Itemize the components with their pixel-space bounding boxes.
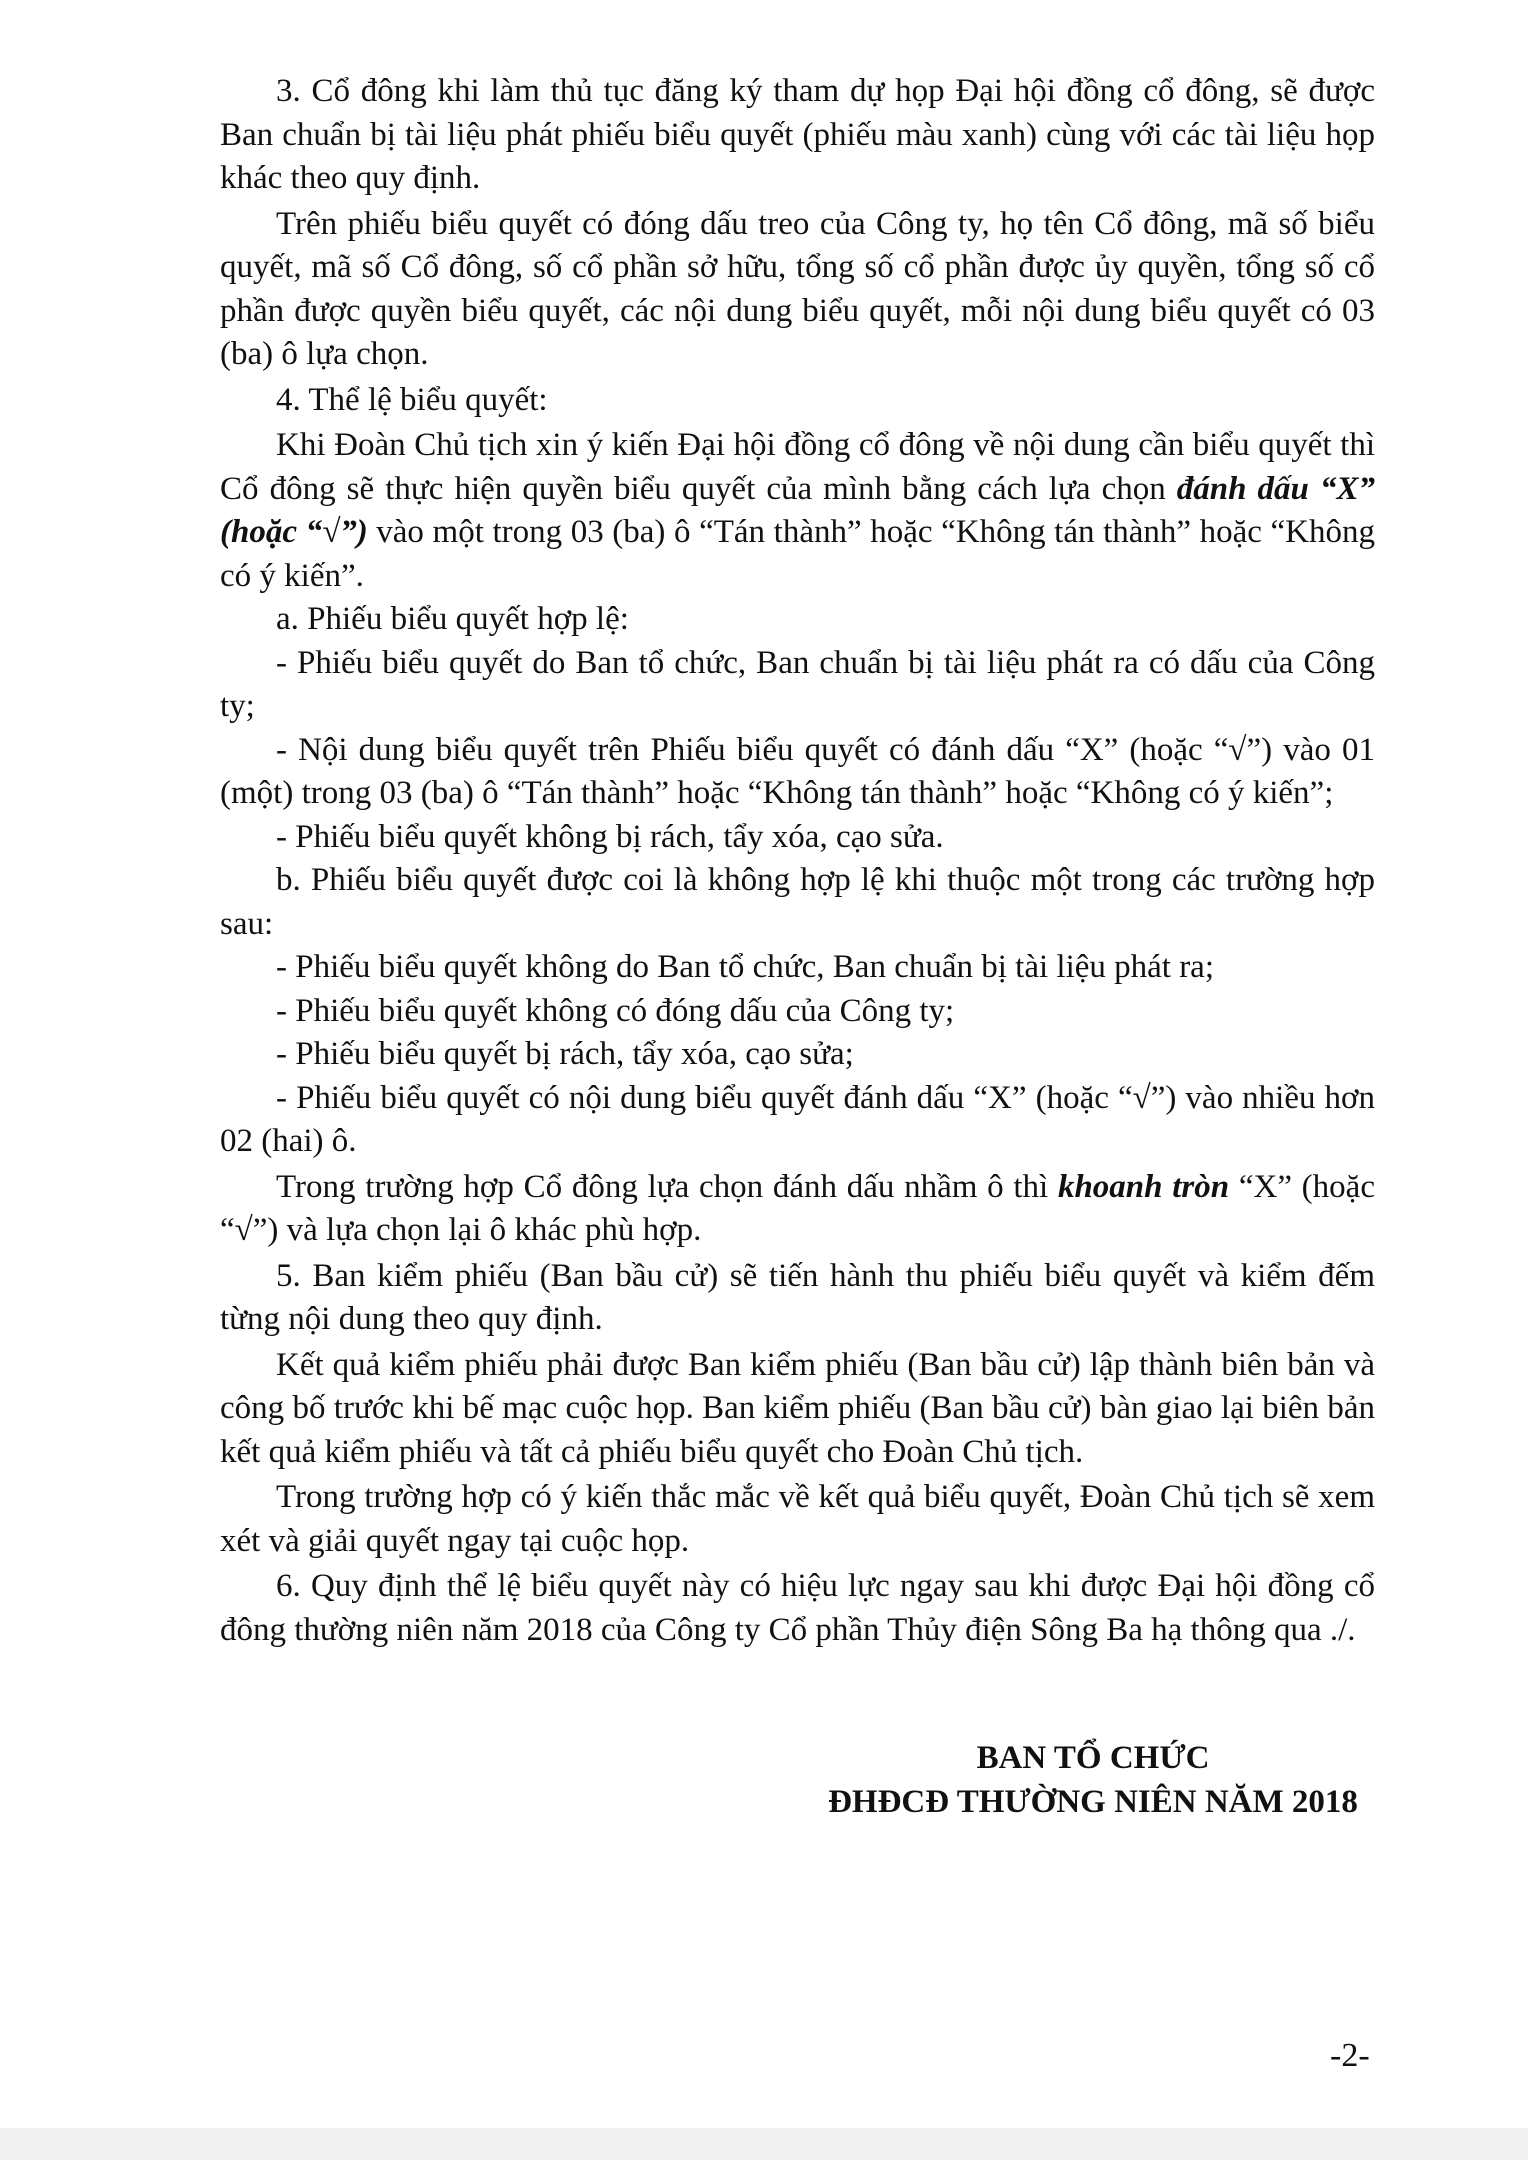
paragraph-valid-ballot-rule-3: - Phiếu biểu quyết không bị rách, tẩy xóa, cạo sửa. (276, 818, 944, 855)
paragraph-ballot-contents: Trên phiếu biểu quyết có đóng dấu treo của Công ty, họ tên Cổ đông, mã số biểu quyết, mã số Cổ đông, số cổ phần sở hữu, tổng số cổ phần được ủy quyền, tổng số cổ phần được quyền biểu quyết, các nội dung biểu quyết, mỗi nội dung biểu quyết có 03 (ba) ô lựa chọn. (220, 205, 1375, 372)
paragraph-correction-rule (220, 1166, 1375, 1253)
paragraph-invalid-ballot-rule-3: - Phiếu biểu quyết bị rách, tẩy xóa, cạo sửa; (276, 1036, 854, 1072)
paragraph-item-3: 3. Cổ đông khi làm thủ tục đăng ký tham dự họp Đại hội đồng cổ đông, sẽ được Ban chuẩn bị tài liệu phát phiếu biểu quyết (phiếu màu xanh) cùng với các tài liệu họp khác theo quy định. (220, 73, 1375, 196)
voting-method-text-end: vào một trong 03 (ba) ô “Tán thành” hoặc “Không tán thành” hoặc “Không có ý kiến”. (220, 514, 1375, 594)
circle-instruction-emphasis: khoanh tròn (1057, 1168, 1230, 1205)
mark-instruction-emphasis: đánh dấu “X” (hoặc “√”) (220, 470, 1375, 550)
paragraph-item-4-heading: 4. Thể lệ biểu quyết: (276, 381, 548, 418)
paragraph-valid-ballot-heading: a. Phiếu biểu quyết hợp lệ: (276, 601, 629, 637)
paragraph-item-6: 6. Quy định thể lệ biểu quyết này có hiệu lực ngay sau khi được Đại hội đồng cổ đông thường niên năm 2018 của Công ty Cổ phần Thủy điện Sông Ba hạ thông qua ./. (220, 1568, 1375, 1648)
paragraph-valid-ballot-rule-2: - Nội dung biểu quyết trên Phiếu biểu quyết có đánh dấu “X” (hoặc “√”) vào 01 (một) trong 03 (ba) ô “Tán thành” hoặc “Không tán thành” hoặc “Không có ý kiến”; (220, 731, 1375, 811)
signature-meeting-title: ĐHĐCĐ THƯỜNG NIÊN NĂM 2018 (828, 1784, 1358, 1820)
paragraph-counting-result: Kết quả kiểm phiếu phải được Ban kiểm phiếu (Ban bầu cử) lập thành biên bản và công bố trước khi bế mạc cuộc họp. Ban kiểm phiếu (Ban bầu cử) bàn giao lại biên bản kết quả kiểm phiếu và tất cả phiếu biểu quyết cho Đoàn Chủ tịch. (220, 1346, 1375, 1470)
paragraph-voting-method (220, 424, 1375, 598)
paragraph-invalid-ballot-rule-4: - Phiếu biểu quyết có nội dung biểu quyết đánh dấu “X” (hoặc “√”) vào nhiều hơn 02 (hai) ô. (220, 1079, 1375, 1159)
correction-text-start: Trong trường hợp Cổ đông lựa chọn đánh dấu nhầm ô thì (276, 1168, 1058, 1205)
paragraph-objections: Trong trường hợp có ý kiến thắc mắc về kết quả biểu quyết, Đoàn Chủ tịch sẽ xem xét và giải quyết ngay tại cuộc họp. (220, 1479, 1375, 1559)
scan-bottom-edge (0, 2128, 1528, 2160)
signature-block (220, 1736, 1375, 1824)
paragraph-invalid-ballot-rule-1: - Phiếu biểu quyết không do Ban tổ chức, Ban chuẩn bị tài liệu phát ra; (276, 949, 1215, 985)
voting-method-text-start: Khi Đoàn Chủ tịch xin ý kiến Đại hội đồng cổ đông về nội dung cần biểu quyết thì Cổ đông sẽ thực hiện quyền biểu quyết của mình bằng cách lựa chọn (220, 427, 1375, 507)
paragraph-item-5: 5. Ban kiểm phiếu (Ban bầu cử) sẽ tiến hành thu phiếu biểu quyết và kiểm đếm từng nội dung theo quy định. (220, 1257, 1375, 1337)
document-page (220, 70, 1375, 1820)
signature-organizer-title: BAN TỔ CHỨC (976, 1740, 1210, 1776)
paragraph-invalid-ballot-rule-2: - Phiếu biểu quyết không có đóng dấu của Công ty; (276, 992, 955, 1029)
paragraph-valid-ballot-rule-1: - Phiếu biểu quyết do Ban tổ chức, Ban chuẩn bị tài liệu phát ra có dấu của Công ty; (220, 644, 1375, 724)
paragraph-invalid-ballot-heading: b. Phiếu biểu quyết được coi là không hợp lệ khi thuộc một trong các trường hợp sau: (220, 862, 1375, 942)
page-number: -2- (1330, 2037, 1370, 2074)
correction-text-end: “X” (hoặc “√”) và lựa chọn lại ô khác phù hợp. (220, 1168, 1375, 1248)
